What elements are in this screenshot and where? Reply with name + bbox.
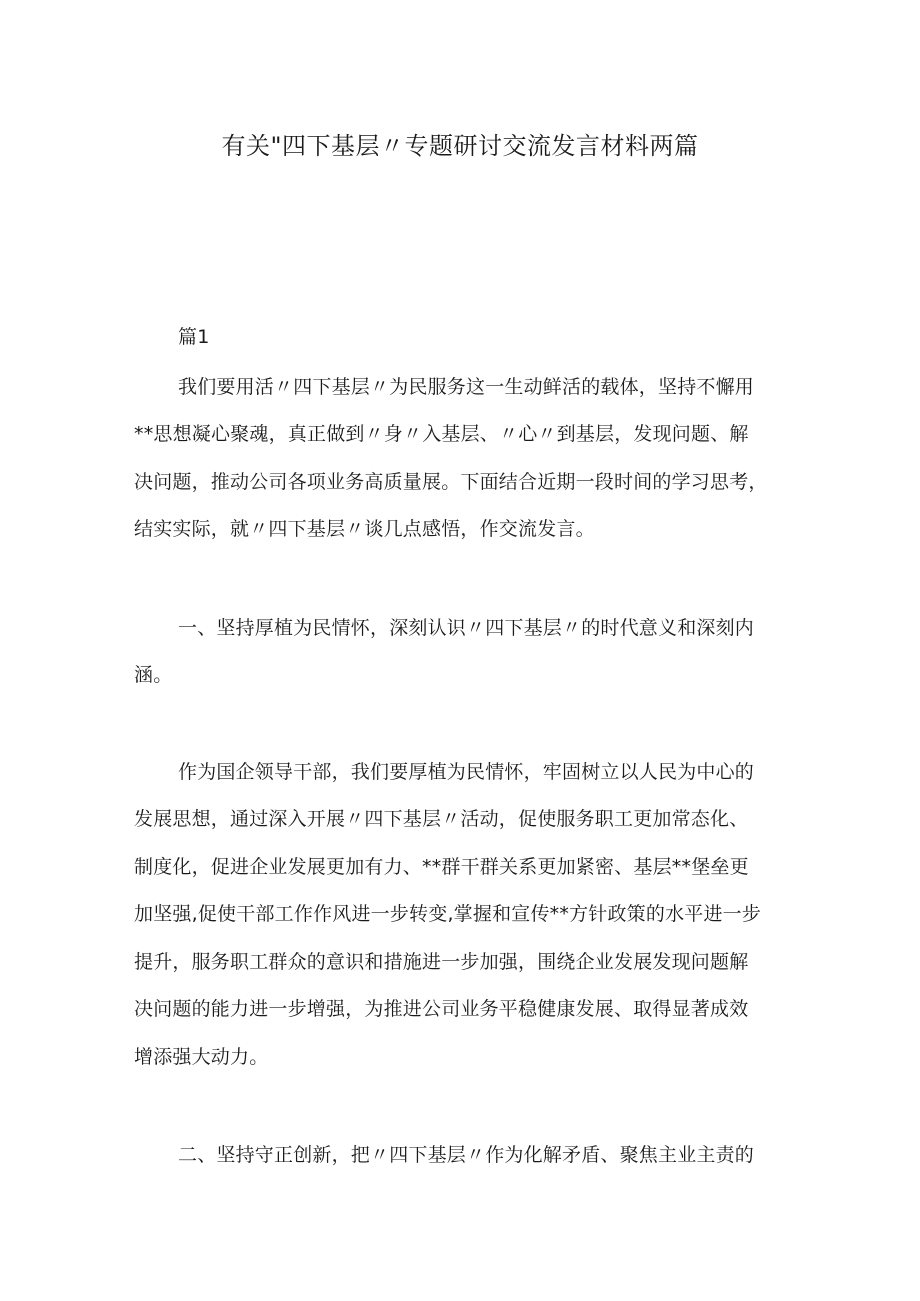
paragraph-1-line-4: 结实实际，就〃四下基层〃谈几点感悟，作交流发言。 <box>134 518 595 540</box>
paragraph-2-line-5: 提升，服务职工群众的意识和措施进一步加强，围绕企业发展发现问题解 <box>134 951 749 973</box>
document-title: 有关"四下基层〃专题研讨交流发言材料两篇 <box>221 132 699 160</box>
paragraph-2-line-3: 制度化，促进企业发展更加有力、**群干群关系更加紧密、基层**堡垒更 <box>134 856 749 878</box>
paragraph-2-line-4: 加坚强,促使干部工作作风进一步转变,掌握和宣传**方针政策的水平进一步 <box>134 903 762 925</box>
paragraph-1-line-2: **思想凝心聚魂，真正做到〃身〃入基层、〃心〃到基层，发现问题、解 <box>134 423 749 445</box>
paragraph-2-line-2: 发展思想，通过深入开展〃四下基层〃活动，促使服务职工更加常态化、 <box>134 808 749 830</box>
paragraph-1-line-1: 我们要用活〃四下基层〃为民服务这一生动鲜活的载体，坚持不懈用 <box>178 376 755 398</box>
section-heading-1-line-1: 一、坚持厚植为民情怀，深刻认识〃四下基层〃的时代意义和深刻内 <box>178 617 755 639</box>
section-label: 篇1 <box>178 326 210 348</box>
section-heading-2-line-1: 二、坚持守正创新，把〃四下基层〃作为化解矛盾、聚焦主业主责的 <box>178 1144 755 1166</box>
paragraph-1-line-3: 决问题，推动公司各项业务高质量展。下面结合近期一段时间的学习思考， <box>134 471 768 493</box>
paragraph-2-line-1: 作为国企领导干部，我们要厚植为民情怀，牢固树立以人民为中心的 <box>178 761 755 783</box>
section-heading-1-line-2: 涵。 <box>134 664 173 686</box>
paragraph-2-line-6: 决问题的能力进一步增强，为推进公司业务平稳健康发展、取得显著成效 <box>134 998 749 1020</box>
paragraph-2-line-7: 增添强大动力。 <box>134 1046 269 1068</box>
